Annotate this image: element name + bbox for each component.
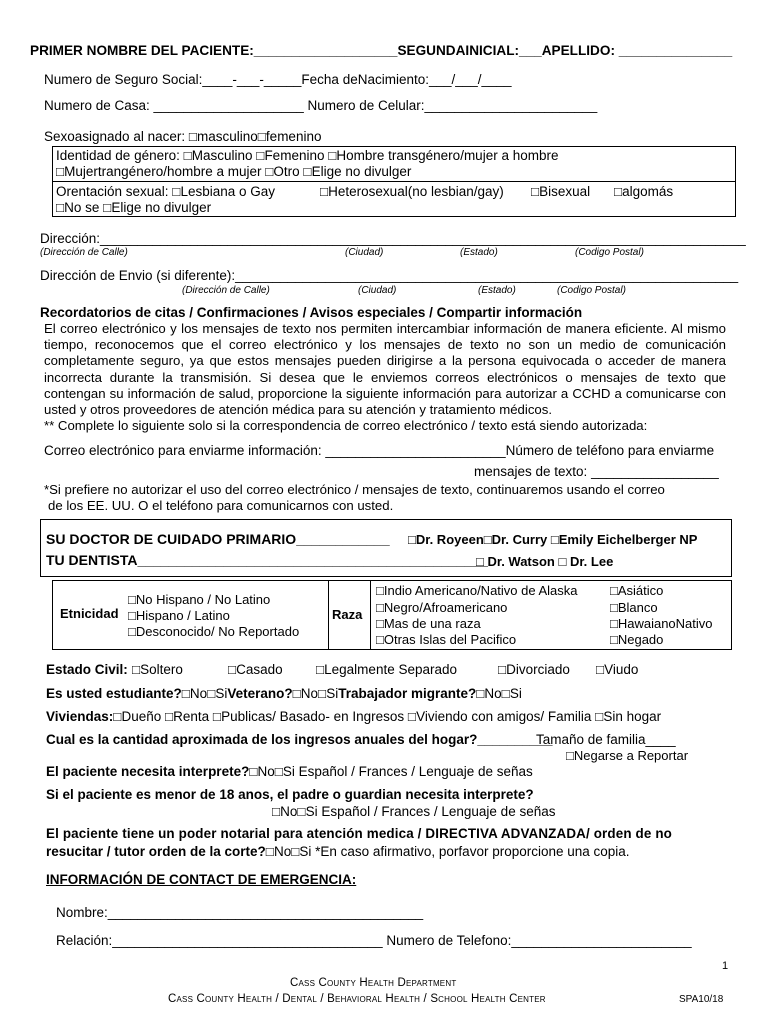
emergency-heading: INFORMACIÓN DE CONTACT DE EMERGENCIA:	[46, 872, 357, 887]
race-option-6[interactable]: □Blanco	[610, 600, 658, 615]
minor-interpreter-options[interactable]: □No□Si Español / Frances / Lenguaje de señas	[272, 804, 556, 819]
address-line[interactable]: Dirección:______________________________________________________________________________________	[40, 231, 746, 246]
orientation-option-c[interactable]: □Bisexual	[531, 184, 591, 199]
optout-line-2: de los EE. UU. O el teléfono para comunicarnos con usted.	[48, 498, 394, 513]
interpreter-options[interactable]: □No□Si Español / Frances / Lenguaje de señas	[249, 764, 533, 779]
race-option-1[interactable]: □Indio Americano/Nativo de Alaska	[376, 583, 578, 598]
phone-line[interactable]: Numero de Casa: ____________________ Numero de Celular:_______________________	[44, 98, 598, 113]
consent-note: ** Complete lo siguiente solo si la correspondencia de correo electrónico / texto está siendo autorizada:	[44, 418, 648, 433]
text-number-line[interactable]: mensajes de texto: _________________	[474, 464, 719, 479]
housing-label: Viviendas:	[46, 709, 114, 724]
family-size[interactable]: Tamaño de familia____	[536, 732, 676, 747]
ssn-birthdate-line[interactable]: Numero de Seguro Social:____-___-_____Fecha deNacimiento:___/___/____	[44, 72, 512, 87]
race-divider-right	[370, 580, 371, 650]
student-options[interactable]: □No□Si	[181, 686, 228, 701]
minor-interpreter-question: Si el paciente es menor de 18 anos, el padre o guardian necesita interprete?	[46, 787, 534, 802]
race-option-4[interactable]: □Otras Islas del Pacifico	[376, 632, 517, 647]
poa-line-1: El paciente tiene un poder notarial para atención medica / DIRECTIVA ADVANZADA/ orden de no	[46, 826, 672, 841]
interpreter-line	[46, 764, 533, 780]
primary-doctor-label[interactable]: SU DOCTOR DE CUIDADO PRIMARIO____________	[46, 531, 390, 547]
race-divider-left	[328, 580, 329, 650]
orientation-option-a[interactable]: Orentación sexual: □Lesbiana o Gay	[56, 184, 276, 199]
race-option-5[interactable]: □Asiático	[610, 583, 664, 598]
income-question[interactable]: Cual es la cantidad aproximada de los ingresos anuales del hogar?__________	[46, 732, 553, 747]
orientation-line-2[interactable]: □No se □Elige no divulger	[56, 200, 212, 215]
address-label-street: (Dirección de Calle)	[40, 247, 128, 258]
shipping-label-state: (Estado)	[478, 285, 516, 296]
shipping-label-zip: (Codigo Postal)	[557, 285, 626, 296]
orientation-option-b[interactable]: □Heterosexual(no lesbian/gay)	[320, 184, 504, 199]
status-line	[46, 686, 522, 702]
shipping-label-city: (Ciudad)	[358, 285, 397, 296]
race-option-7[interactable]: □HawaianoNativo	[610, 616, 713, 631]
poa-line-2	[46, 844, 630, 860]
sex-at-birth-line[interactable]: Sexoasignado al nacer: □masculino□femenino	[44, 129, 322, 144]
patient-name-line[interactable]: PRIMER NOMBRE DEL PACIENTE:___________________SEGUNDAINICIAL:___APELLIDO: _______________	[30, 43, 733, 58]
marital-option-single[interactable]: □Soltero	[132, 662, 183, 677]
footer-form-code: SPA10/18	[679, 994, 724, 1005]
footer-department: Cass County Health Department	[290, 977, 457, 989]
shipping-address-line[interactable]: Dirección de Envio (si diferente):___________________________________________________________________	[40, 268, 739, 283]
race-option-8[interactable]: □Negado	[610, 632, 664, 647]
migrant-options[interactable]: □No□Si	[476, 686, 522, 701]
ethnicity-option-1[interactable]: □No Hispano / No Latino	[128, 592, 271, 607]
refuse-to-report[interactable]: □Negarse a Reportar	[566, 748, 689, 763]
optout-line-1: *Si prefiere no autorizar el uso del correo electrónico / mensajes de texto, continuaremos usando el correo	[44, 482, 665, 497]
footer-services: Cass County Health / Dental / Behavioral Health / School Health Center	[168, 993, 546, 1005]
consent-heading: Recordatorios de citas / Confirmaciones / Avisos especiales / Compartir información	[40, 305, 583, 320]
poa-options[interactable]: □No□Si *En caso afirmativo, porfavor proporcione una copia.	[265, 844, 630, 859]
gender-identity-line-1[interactable]: Identidad de género: □Masculino □Femenino □Hombre transgénero/mujer a hombre	[56, 148, 559, 163]
doctor-box	[40, 519, 732, 577]
dentist-options[interactable]: □ Dr. Watson □ Dr. Lee	[476, 554, 614, 569]
ethnicity-label: Etnicidad	[60, 606, 119, 621]
email-line[interactable]: Correo electrónico para enviarme información: ________________________Número de teléfono para enviarme	[44, 443, 715, 458]
race-option-3[interactable]: □Mas de una raza	[376, 616, 481, 631]
consent-body: El correo electrónico y los mensajes de texto nos permiten intercambiar información de manera eficiente. Al mismo tiempo, reconocemos que el correo electrónico y los mensajes de texto no son un medio de comunicación completamente seguro, ya que estos mensajes pueden dirigirse a la persona equivocada o acceder de manera incorrecta durante la transmisión. Si desea que le enviemos correos electrónicos o mensajes de texto que contengan su información de salud, proporcione la siguiente información para autorizar a CCHD a comunicarse con usted y otros proveedores de atención médica para su atención y tratamiento médicos.	[44, 321, 726, 418]
address-label-zip: (Codigo Postal)	[575, 247, 644, 258]
housing-line	[46, 709, 661, 725]
race-option-2[interactable]: □Negro/Afroamericano	[376, 600, 508, 615]
ethnicity-option-2[interactable]: □Hispano / Latino	[128, 608, 230, 623]
primary-doctor-options[interactable]: □Dr. Royeen□Dr. Curry □Emily Eichelberger NP	[408, 532, 698, 547]
veteran-question: Veterano?	[227, 686, 293, 701]
emergency-name-line[interactable]: Nombre:__________________________________________	[56, 905, 424, 920]
address-label-city: (Ciudad)	[345, 247, 384, 258]
marital-label: Estado Civil:	[46, 662, 128, 677]
shipping-label-street: (Dirección de Calle)	[182, 285, 270, 296]
gender-box-divider	[52, 181, 736, 182]
migrant-question: Trabajador migrante?	[338, 686, 477, 701]
race-label: Raza	[332, 607, 363, 622]
poa-question: resucitar / tutor orden de la corte?	[46, 844, 266, 859]
marital-option-separated[interactable]: □Legalmente Separado	[316, 662, 458, 677]
marital-option-widowed[interactable]: □Viudo	[596, 662, 639, 677]
dentist-label[interactable]: TU DENTISTA_____________________________________________	[46, 552, 488, 568]
marital-option-married[interactable]: □Casado	[228, 662, 283, 677]
veteran-options[interactable]: □No□Si	[292, 686, 339, 701]
page-number: 1	[722, 960, 729, 972]
interpreter-question: El paciente necesita interprete?	[46, 764, 250, 779]
gender-identity-line-2[interactable]: □Mujertrangénero/hombre a mujer □Otro □Elige no divulger	[56, 164, 412, 179]
marital-option-divorced[interactable]: □Divorciado	[498, 662, 570, 677]
housing-options[interactable]: □Dueño □Renta □Publicas/ Basado- en Ingresos □Viviendo con amigos/ Familia □Sin hogar	[113, 709, 662, 724]
ethnicity-option-3[interactable]: □Desconocido/ No Reportado	[128, 624, 300, 639]
student-question: Es usted estudiante?	[46, 686, 182, 701]
address-label-state: (Estado)	[460, 247, 498, 258]
orientation-option-d[interactable]: □algomás	[614, 184, 674, 199]
emergency-relation-line[interactable]: Relación:____________________________________ Numero de Telefono:________________________	[56, 933, 692, 948]
